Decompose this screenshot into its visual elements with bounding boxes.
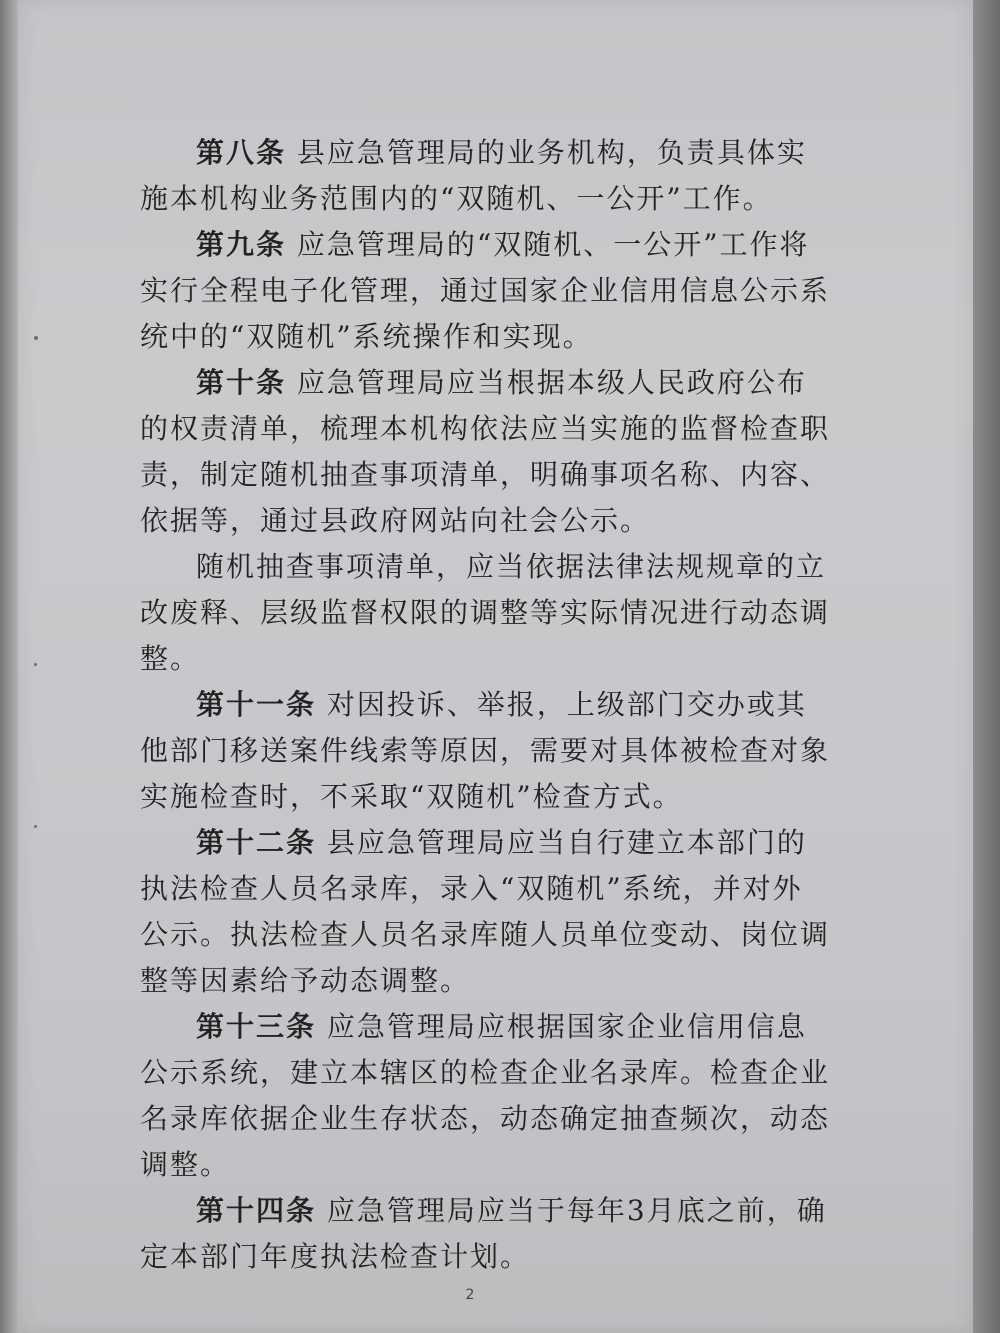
paper-right-edge: [973, 0, 1000, 1333]
article-text: 县应急管理局应当自行建立本部门的执法检查人员名录库，录入“双随机”系统，并对外公示。执法检查人员名录库随人员单位变动、岗位调整等因素给予动态调整。: [140, 826, 831, 997]
article-paragraph: [140, 130, 830, 222]
article-title: 第十二条: [196, 826, 317, 859]
paper-left-edge: [0, 0, 18, 1333]
article-title: 第十三条: [196, 1010, 317, 1043]
article-paragraph: [140, 222, 830, 360]
article-title: 第十条: [196, 366, 287, 399]
article-paragraph: [140, 1004, 830, 1188]
paper-speck: [34, 825, 37, 828]
article-title: 第十四条: [196, 1194, 317, 1227]
article-paragraph: [140, 1188, 830, 1280]
article-title: 第九条: [196, 228, 287, 261]
article-title: 第十一条: [196, 688, 317, 721]
document-body: [140, 130, 830, 1280]
article-paragraph: [140, 360, 830, 544]
article-text: 县应急管理局的业务机构，负责具体实施本机构业务范围内的“双随机、一公开”工作。: [140, 136, 807, 215]
plain-paragraph: [140, 544, 830, 682]
article-title: 第八条: [196, 136, 287, 169]
article-paragraph: [140, 682, 830, 820]
article-text: 应急管理局应当根据本级人民政府公布的权责清单，梳理本机构依法应当实施的监督检查职责，制定随机抽查事项清单，明确事项名称、内容、依据等，通过县政府网站向社会公示。: [140, 366, 831, 537]
article-text: 应急管理局的“双随机、一公开”工作将实行全程电子化管理，通过国家企业信用信息公示系统中的“双随机”系统操作和实现。: [140, 228, 831, 353]
paper-speck: [34, 663, 37, 666]
paper-speck: [34, 336, 38, 340]
article-text: 对因投诉、举报，上级部门交办或其他部门移送案件线索等原因，需要对具体被检查对象实施检查时，不采取“双随机”检查方式。: [140, 688, 831, 813]
page-number: 2: [465, 1287, 475, 1303]
article-text: 应急管理局应根据国家企业信用信息公示系统，建立本辖区的检查企业名录库。检查企业名录库依据企业生存状态，动态确定抽查频次，动态调整。: [140, 1010, 831, 1181]
article-paragraph: [140, 820, 830, 1004]
article-text: 随机抽查事项清单，应当依据法律法规规章的立改废释、层级监督权限的调整等实际情况进行动态调整。: [140, 550, 831, 675]
article-text: 应急管理局应当于每年3月底之前，确定本部门年度执法检查计划。: [140, 1194, 827, 1273]
